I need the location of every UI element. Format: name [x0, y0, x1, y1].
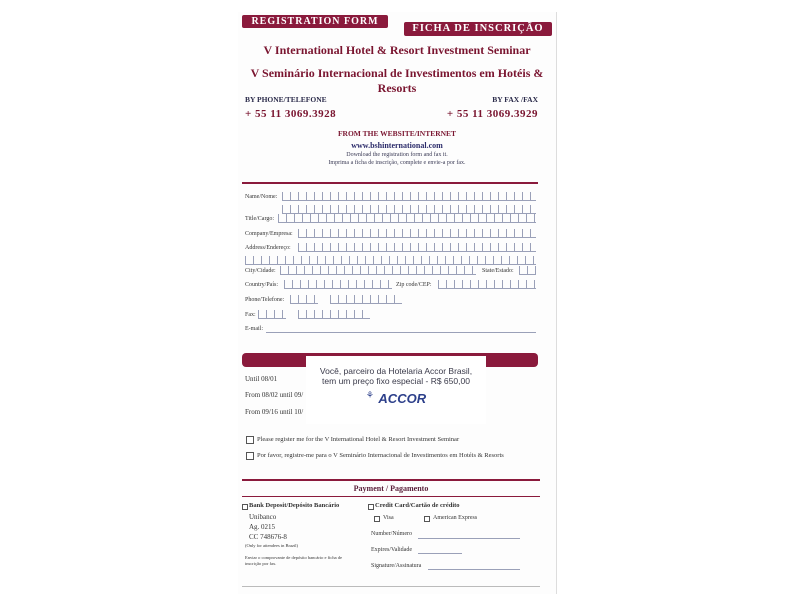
name-input[interactable] [282, 192, 536, 201]
section-divider [242, 182, 538, 184]
payment-divider-bottom [242, 496, 540, 497]
fax-area-input[interactable] [258, 310, 286, 319]
register-checkbox-pt[interactable] [246, 452, 254, 460]
company-input[interactable] [298, 229, 536, 238]
bank-instructions-2: inscrição por fax. [245, 561, 277, 566]
website-note-en: Download the registration form and fax it. [346, 152, 448, 158]
name-label: Name/Nome: [245, 194, 278, 200]
website-label: FROM THE WEBSITE/INTERNET [337, 129, 457, 138]
website-note-pt: Imprima a ficha de inscrição, complete e envie-a por fax. [328, 160, 466, 166]
phone-label: BY PHONE/TELEFONE [245, 95, 327, 104]
credit-card-label: Credit Card/Cartão de crédito [375, 502, 460, 509]
register-checkbox-en[interactable] [246, 436, 254, 444]
address-input-line2[interactable] [245, 256, 536, 265]
city-input[interactable] [280, 266, 476, 275]
card-number-label: Number/Número [371, 531, 412, 537]
amex-label: American Express [433, 515, 478, 521]
email-label: E-mail: [245, 326, 263, 332]
address-input[interactable] [298, 243, 536, 252]
fax-field-label: Fax: [245, 312, 256, 318]
name-input-line2[interactable] [282, 205, 536, 214]
country-input[interactable] [284, 280, 392, 289]
country-label: Country/País: [245, 282, 279, 288]
payment-divider-top [242, 479, 540, 481]
phone-field-label: Phone/Telefone: [245, 297, 285, 303]
bank-note: (Only for attendees in Brazil) [245, 543, 298, 548]
website-url[interactable]: www.bshinternational.com [351, 141, 443, 150]
company-label: Company/Empresa: [245, 231, 293, 237]
state-label: State/Estado: [482, 268, 514, 274]
card-expires-input[interactable] [418, 553, 462, 554]
address-label: Address/Endereço: [245, 245, 291, 251]
title-input[interactable] [278, 214, 536, 223]
zip-input[interactable] [438, 280, 536, 289]
accor-birds-icon: ⚘ [365, 390, 374, 400]
payment-heading: Payment / Pagamento [353, 484, 429, 493]
card-expires-label: Expires/Validade [371, 547, 412, 553]
accor-logo: ACCOR [378, 391, 427, 406]
register-option-en: Please register me for the V International Hotel & Resort Investment Seminar [257, 436, 460, 443]
bank-agency: Ag. 0215 [249, 523, 276, 531]
card-signature-label: Signature/Assinatura [371, 563, 422, 569]
zip-label: Zip code/CEP: [396, 282, 432, 288]
fax-number-input[interactable] [298, 310, 370, 319]
bottom-divider [242, 586, 540, 587]
promo-line-2: tem um preço fixo especial - R$ 650,00 [322, 376, 470, 386]
accor-promo-overlay [306, 356, 486, 424]
bank-deposit-checkbox[interactable] [242, 504, 248, 510]
fax-label: BY FAX /FAX [492, 95, 538, 104]
bank-account: CC 748676-8 [249, 533, 287, 541]
fax-number: + 55 11 3069.3929 [446, 108, 538, 120]
amex-checkbox[interactable] [424, 516, 430, 522]
registration-form [238, 12, 557, 594]
card-signature-input[interactable] [428, 569, 520, 570]
card-number-input[interactable] [418, 538, 520, 539]
bank-instructions-1: Enviar o comprovante de depósito bancário e ficha de [245, 555, 342, 560]
banner-registration-form: REGISTRATION FORM [242, 15, 388, 28]
credit-card-checkbox[interactable] [368, 504, 374, 510]
fee-from-2: From 09/16 until 10/ [245, 408, 304, 416]
visa-checkbox[interactable] [374, 516, 380, 522]
phone-number: + 55 11 3069.3928 [245, 108, 337, 120]
seminar-title-en: V International Hotel & Resort Investment Seminar [263, 43, 531, 57]
bank-deposit-label: Bank Deposit/Depósito Bancário [249, 502, 340, 509]
visa-label: Visa [383, 515, 394, 521]
bank-name: Unibanco [249, 513, 277, 521]
state-input[interactable] [519, 266, 536, 275]
phone-number-input[interactable] [330, 295, 402, 304]
promo-line-1: Você, parceiro da Hotelaria Accor Brasil, [319, 366, 473, 376]
banner-ficha-inscricao: FICHA DE INSCRIÇÃO [404, 22, 552, 36]
email-input[interactable] [266, 332, 536, 333]
fee-from-1: From 08/02 until 09/ [245, 391, 304, 399]
register-option-pt: Por favor, registre-me para o V Seminário Internacional de Investimentos em Hotéis & Resorts [257, 452, 504, 459]
city-label: City/Cidade: [245, 268, 276, 274]
phone-area-input[interactable] [290, 295, 318, 304]
title-label: Title/Cargo: [245, 216, 275, 222]
seminar-title-pt: V Seminário Internacional de Investimentos em Hotéis & Resorts [250, 66, 544, 95]
fee-until: Until 08/01 [245, 375, 278, 383]
